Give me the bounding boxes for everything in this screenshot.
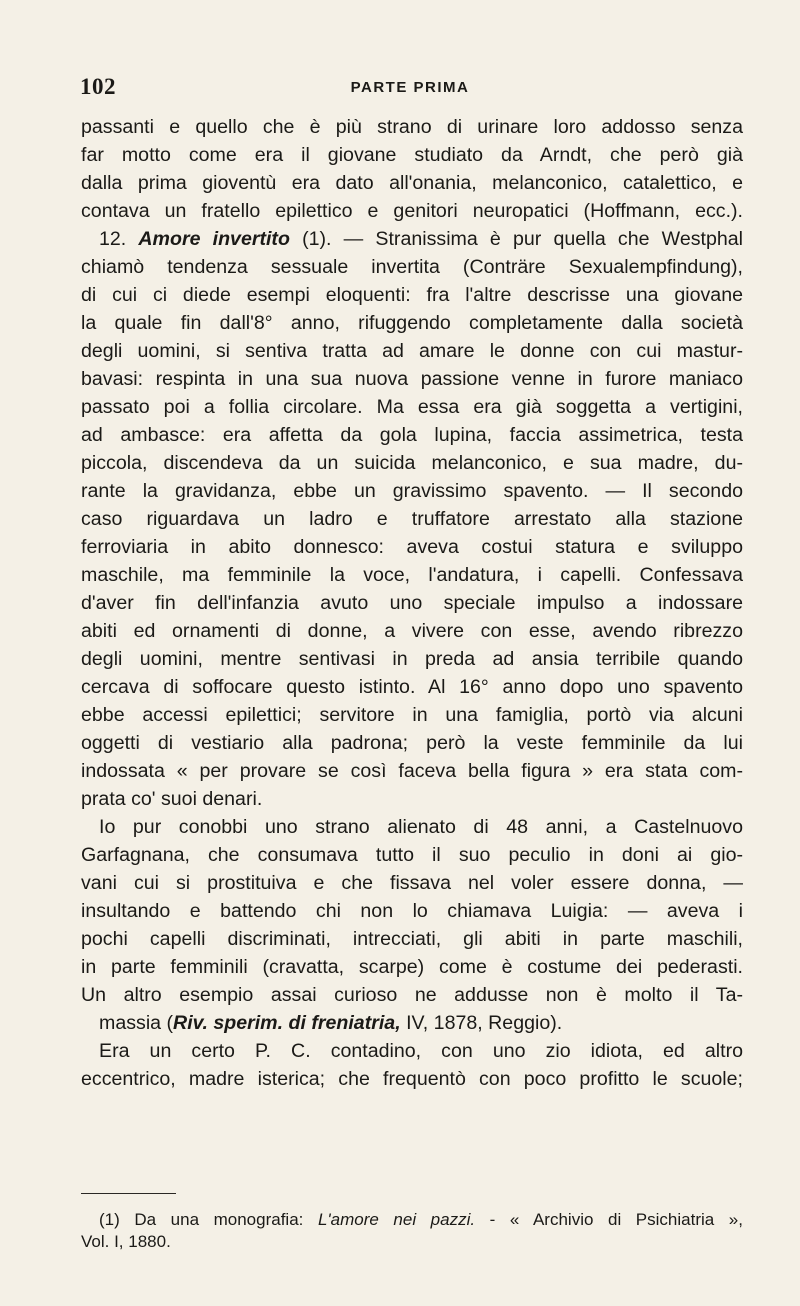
text-line: 12. Amore invertito (1). — Stranissima è pur quella che Westphal [99,228,743,250]
text-line: d'aver fin dell'infanzia avuto uno speciale impulso a indossare [81,592,743,614]
text-line: oggetti di vestiario alla padrona; però la veste femminile da lui [81,732,743,754]
text-line: pochi capelli discriminati, intrecciati, gli abiti in parte maschili, [81,928,743,950]
text-line: eccentrico, madre isterica; che frequentò con poco profitto le scuole; [81,1068,743,1090]
footnote-line: (1) Da una monografia: L'amore nei pazzi. - « Archivio di Psichiatria », [99,1210,743,1229]
text-line: Un altro esempio assai curioso ne addusse non è molto il Ta- [81,984,743,1006]
text-line: Io pur conobbi uno strano alienato di 48 anni, a Castelnuovo [99,816,743,838]
text-line: caso riguardava un ladro e truffatore arrestato alla stazione [81,508,743,530]
emphasis: Amore invertito [138,228,290,250]
text-line: in parte femminili (cravatta, scarpe) come è costume dei pederasti. [81,956,743,978]
text-line: prata co' suoi denari. [81,788,263,810]
text-line: la quale fin dall'8° anno, rifuggendo completamente dalla società [81,312,743,334]
text-line: ferroviaria in abito donnesco: aveva costui statura e sviluppo [81,536,743,558]
text-line: vani cui si prostituiva e che fissava nel voler essere donna, — [81,872,743,894]
text-line: Era un certo P. C. contadino, con uno zio idiota, ed altro [99,1040,743,1062]
page-header [80,74,740,104]
text-line: massia (Riv. sperim. di freniatria, IV, 1878, Reggio). [99,1012,563,1034]
text-line: chiamò tendenza sessuale invertita (Conträre Sexualempfindung), [81,256,743,278]
footnote [81,1209,743,1253]
text-line: ebbe accessi epilettici; servitore in una famiglia, portò via alcuni [81,704,743,726]
footnote-title: L'amore nei pazzi. [317,1210,476,1229]
running-head: PARTE PRIMA [350,79,470,96]
text-line: cercava di soffocare questo istinto. Al 16° anno dopo uno spavento [81,676,743,698]
text-line: dalla prima gioventù era dato all'onania, melanconico, catalettico, e [81,172,743,194]
footnote-divider [81,1193,176,1194]
page-number: 102 [80,74,116,99]
body-text [81,113,743,1093]
emphasis: Riv. sperim. di freniatria, [173,1012,401,1034]
footnote-marker: (1) [99,1210,120,1229]
text-line: passato poi a follia circolare. Ma essa era già soggetta a vertigini, [81,396,743,418]
text-line: Garfagnana, che consumava tutto il suo peculio in doni ai gio- [81,844,743,866]
text-line: di cui ci diede esempi eloquenti: fra l'altre descrisse una giovane [81,284,743,306]
text-line: degli uomini, mentre sentivasi in preda ad ansia terribile quando [81,648,743,670]
footnote-line: Vol. I, 1880. [81,1232,171,1251]
text-line: maschile, ma femminile la voce, l'andatura, i capelli. Confessava [81,564,743,586]
text-line: degli uomini, si sentiva tratta ad amare le donne con cui mastur- [81,340,743,362]
text-line: piccola, discendeva da un suicida melanconico, e sua madre, du- [81,452,743,474]
text-line: ad ambasce: era affetta da gola lupina, faccia assimetrica, testa [81,424,743,446]
text-line: contava un fratello epilettico e genitori neuropatici (Hoffmann, ecc.). [81,200,743,222]
text-line: passanti e quello che è più strano di urinare loro addosso senza [81,116,743,138]
text-line: rante la gravidanza, ebbe un gravissimo spavento. — Il secondo [81,480,743,502]
text-line: insultando e battendo chi non lo chiamava Luigia: — aveva i [81,900,743,922]
text-line: bavasi: respinta in una sua nuova passione venne in furore maniaco [81,368,743,390]
text-line: indossata « per provare se così faceva bella figura » era stata com- [81,760,743,782]
text-line: abiti ed ornamenti di donne, a vivere con esse, avendo ribrezzo [81,620,743,642]
text-line: far motto come era il giovane studiato da Arndt, che però già [81,144,743,166]
